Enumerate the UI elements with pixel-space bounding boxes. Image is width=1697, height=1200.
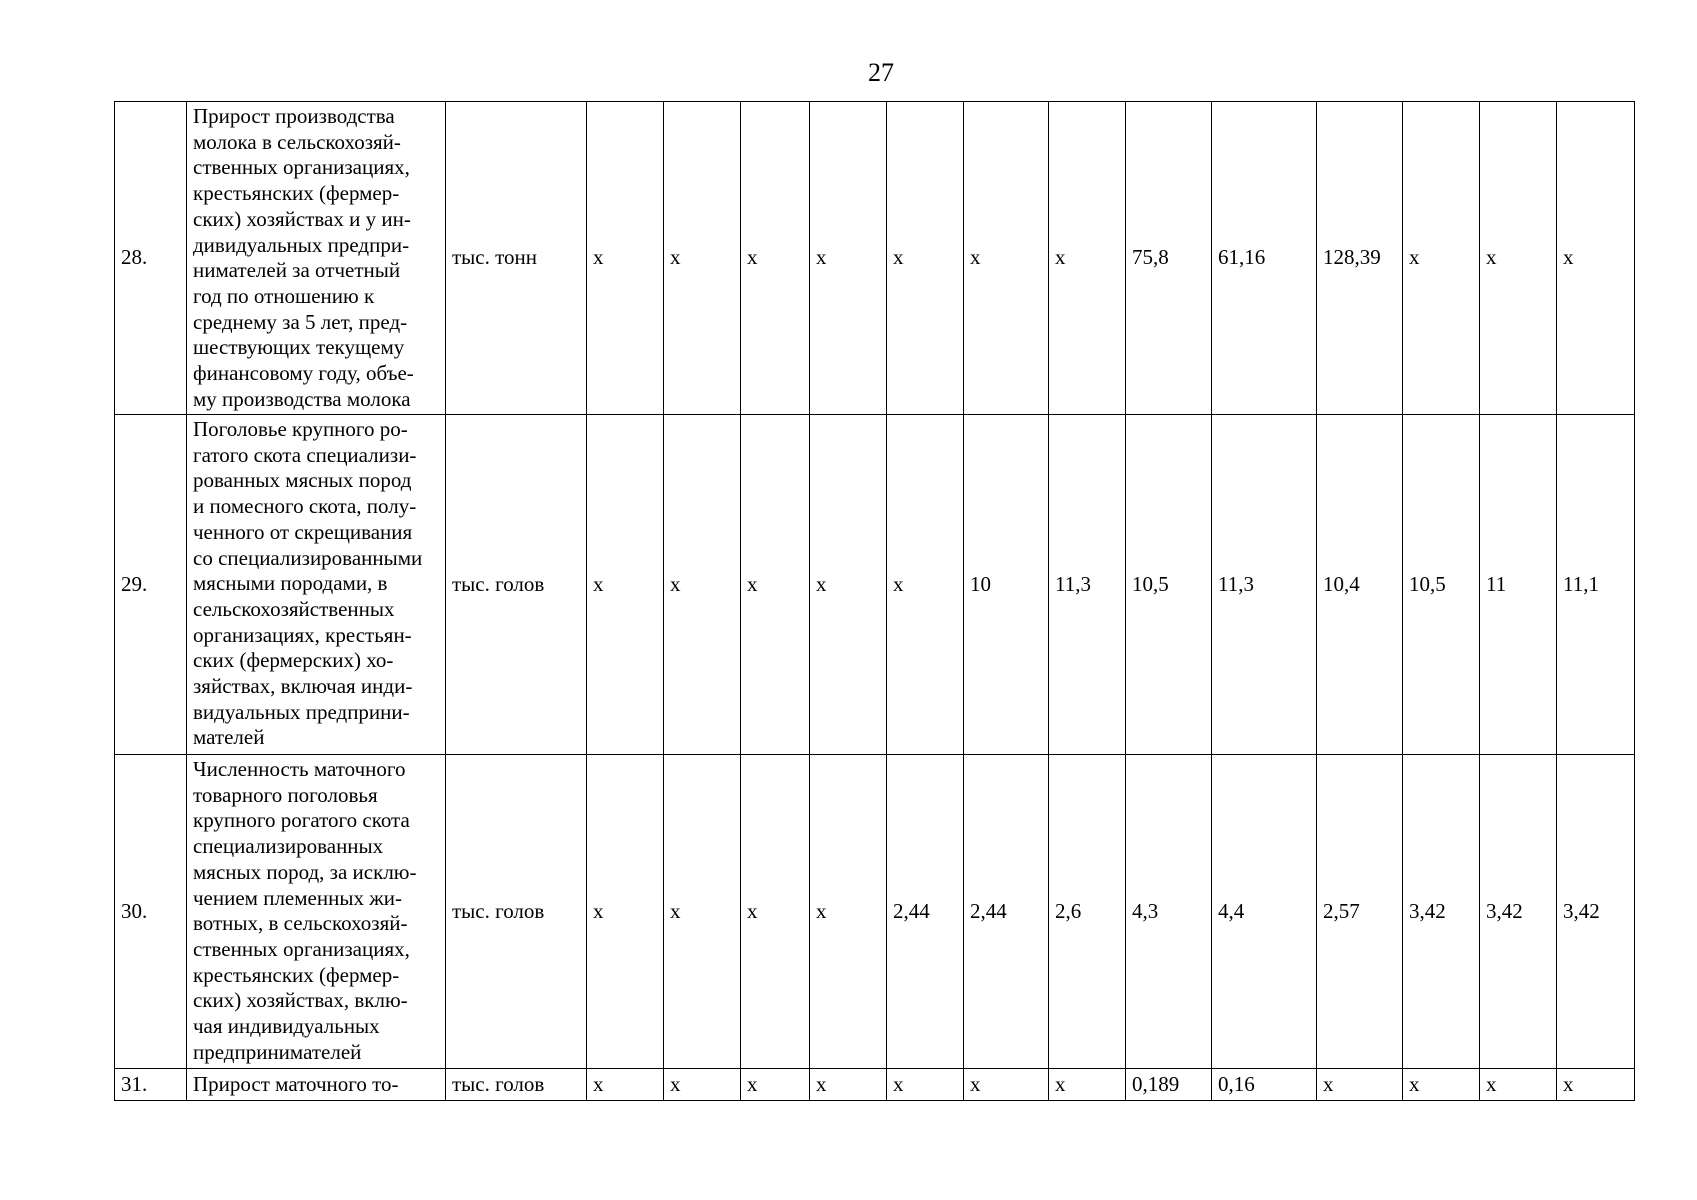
value-cell: x (887, 415, 964, 755)
indicator-description: Прирост маточного то- (187, 1069, 446, 1101)
value-cell: 2,44 (964, 755, 1049, 1069)
row-number: 28. (115, 102, 187, 415)
indicator-description: Численность маточного товарного поголовья крупного рогатого скота специализированных мясных пород, за исклю- чением племенных жи- вотных, в сельскохозяй- ственных организациях, крестьянских (фермер- ских) хозяйствах, вклю- чая индивидуальных предпринимателей (187, 755, 446, 1069)
value-cell: 11,1 (1557, 415, 1635, 755)
value-cell: x (810, 102, 887, 415)
value-cell: x (741, 1069, 810, 1101)
value-cell: x (664, 102, 741, 415)
indicator-description: Поголовье крупного ро- гатого скота специализи- рованных мясных пород и помесного скота, полу- ченного от скрещивания со специализированными мясными породами, в сельскохозяйственных организациях, крестьян- ских (фермерских) хо- зяйствах, включая инди- видуальных предприни- мателей (187, 415, 446, 755)
value-cell: x (664, 755, 741, 1069)
value-cell: 2,6 (1049, 755, 1126, 1069)
table-row (115, 755, 1635, 1069)
value-cell: x (1557, 1069, 1635, 1101)
indicators-table (114, 101, 1635, 1101)
unit-cell: тыс. голов (446, 415, 587, 755)
value-cell: x (887, 102, 964, 415)
value-cell: 4,4 (1212, 755, 1317, 1069)
page-number: 27 (868, 58, 894, 87)
value-cell: 11 (1480, 415, 1557, 755)
value-cell: 4,3 (1126, 755, 1212, 1069)
row-number: 31. (115, 1069, 187, 1101)
value-cell: x (1403, 102, 1480, 415)
table-row (115, 1069, 1635, 1101)
value-cell: x (587, 415, 664, 755)
value-cell: x (587, 102, 664, 415)
value-cell: x (1480, 1069, 1557, 1101)
value-cell: 0,189 (1126, 1069, 1212, 1101)
value-cell: 128,39 (1317, 102, 1403, 415)
value-cell: 0,16 (1212, 1069, 1317, 1101)
value-cell: x (1049, 1069, 1126, 1101)
value-cell: x (741, 415, 810, 755)
table-row (115, 102, 1635, 415)
indicator-description: Прирост производства молока в сельскохозяй- ственных организациях, крестьянских (фермер- ских) хозяйствах и у ин- дивидуальных предпри- нимателей за отчетный год по отношению к среднему за 5 лет, пред- шествующих текущему финансовому году, объе- му производства молока (187, 102, 446, 415)
value-cell: x (1317, 1069, 1403, 1101)
value-cell: x (1049, 102, 1126, 415)
value-cell: x (810, 1069, 887, 1101)
value-cell: 11,3 (1212, 415, 1317, 755)
value-cell: x (664, 415, 741, 755)
unit-cell: тыс. голов (446, 755, 587, 1069)
row-number: 30. (115, 755, 187, 1069)
value-cell: x (741, 102, 810, 415)
value-cell: 3,42 (1403, 755, 1480, 1069)
value-cell: x (810, 755, 887, 1069)
value-cell: x (887, 1069, 964, 1101)
value-cell: x (810, 415, 887, 755)
value-cell: x (1403, 1069, 1480, 1101)
value-cell: 2,57 (1317, 755, 1403, 1069)
value-cell: x (1480, 102, 1557, 415)
value-cell: 10,4 (1317, 415, 1403, 755)
row-number: 29. (115, 415, 187, 755)
value-cell: 75,8 (1126, 102, 1212, 415)
unit-cell: тыс. тонн (446, 102, 587, 415)
value-cell: 3,42 (1557, 755, 1635, 1069)
value-cell: 10 (964, 415, 1049, 755)
value-cell: x (964, 1069, 1049, 1101)
value-cell: 2,44 (887, 755, 964, 1069)
value-cell: x (587, 1069, 664, 1101)
value-cell: x (587, 755, 664, 1069)
value-cell: 11,3 (1049, 415, 1126, 755)
value-cell: 10,5 (1403, 415, 1480, 755)
unit-cell: тыс. голов (446, 1069, 587, 1101)
value-cell: 3,42 (1480, 755, 1557, 1069)
value-cell: 61,16 (1212, 102, 1317, 415)
value-cell: x (1557, 102, 1635, 415)
value-cell: x (741, 755, 810, 1069)
value-cell: x (664, 1069, 741, 1101)
value-cell: x (964, 102, 1049, 415)
value-cell: 10,5 (1126, 415, 1212, 755)
table-row (115, 415, 1635, 755)
